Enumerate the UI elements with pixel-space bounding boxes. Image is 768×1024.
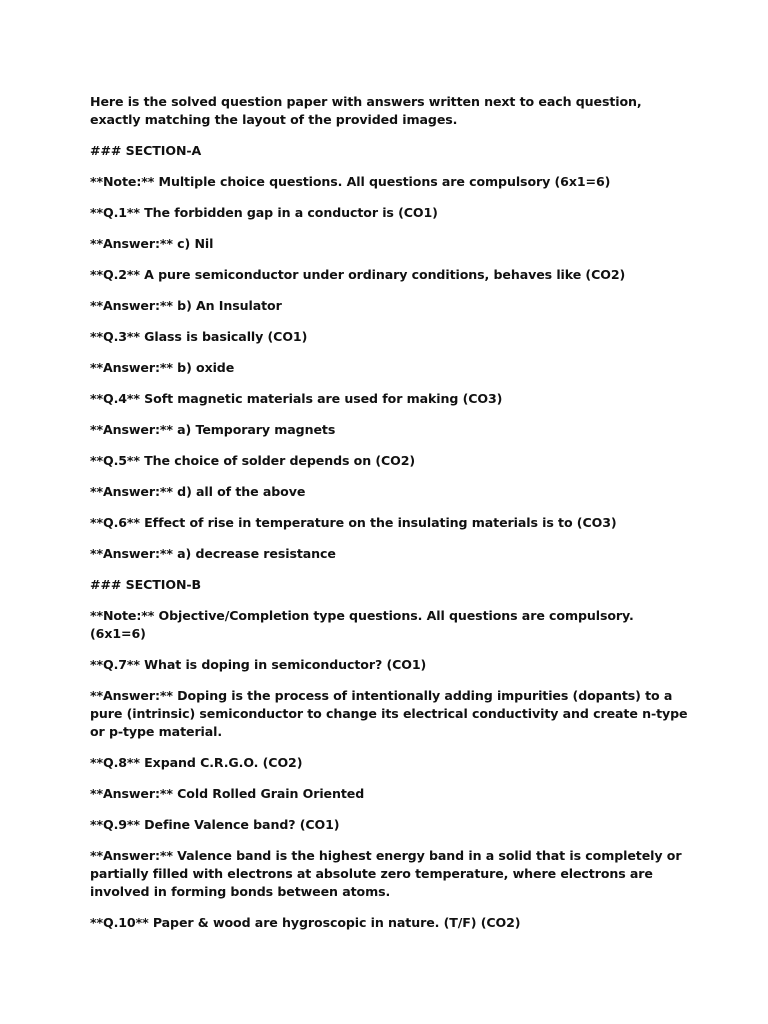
question-4: **Q.4** Soft magnetic materials are used for making (CO3) — [90, 391, 503, 406]
section-b-note: **Note:** Objective/Completion type questions. All questions are compulsory. (6x1=6) — [90, 608, 634, 641]
question-5: **Q.5** The choice of solder depends on (CO2) — [90, 453, 416, 468]
question-1: **Q.1** The forbidden gap in a conductor is (CO1) — [90, 205, 438, 220]
question-3: **Q.3** Glass is basically (CO1) — [90, 329, 308, 344]
answer-9: **Answer:** Valence band is the highest energy band in a solid that is completely or partially filled with electrons at absolute zero temperature, where electrons are involved in forming bonds between atoms. — [90, 848, 682, 899]
answer-3: **Answer:** b) oxide — [90, 360, 235, 375]
question-8: **Q.8** Expand C.R.G.O. (CO2) — [90, 755, 303, 770]
question-6: **Q.6** Effect of rise in temperature on the insulating materials is to (CO3) — [90, 515, 617, 530]
section-a-heading: ### SECTION-A — [90, 143, 202, 158]
answer-6: **Answer:** a) decrease resistance — [90, 546, 336, 561]
answer-8: **Answer:** Cold Rolled Grain Oriented — [90, 786, 365, 801]
section-a-note: **Note:** Multiple choice questions. All questions are compulsory (6x1=6) — [90, 174, 611, 189]
answer-5: **Answer:** d) all of the above — [90, 484, 306, 499]
question-9: **Q.9** Define Valence band? (CO1) — [90, 817, 340, 832]
answer-4: **Answer:** a) Temporary magnets — [90, 422, 336, 437]
answer-7: **Answer:** Doping is the process of intentionally adding impurities (dopants) to a pure (intrinsic) semiconductor to change its electrical conductivity and create n-type or p-type material. — [90, 688, 688, 739]
answer-1: **Answer:** c) Nil — [90, 236, 214, 251]
question-10: **Q.10** Paper & wood are hygroscopic in nature. (T/F) (CO2) — [90, 915, 521, 930]
section-b-heading: ### SECTION-B — [90, 577, 202, 592]
document-body — [90, 93, 690, 945]
intro-text: Here is the solved question paper with answers written next to each question, exactly matching the layout of the provided images. — [90, 94, 642, 127]
question-2: **Q.2** A pure semiconductor under ordinary conditions, behaves like (CO2) — [90, 267, 626, 282]
answer-2: **Answer:** b) An Insulator — [90, 298, 282, 313]
question-7: **Q.7** What is doping in semiconductor? (CO1) — [90, 657, 427, 672]
